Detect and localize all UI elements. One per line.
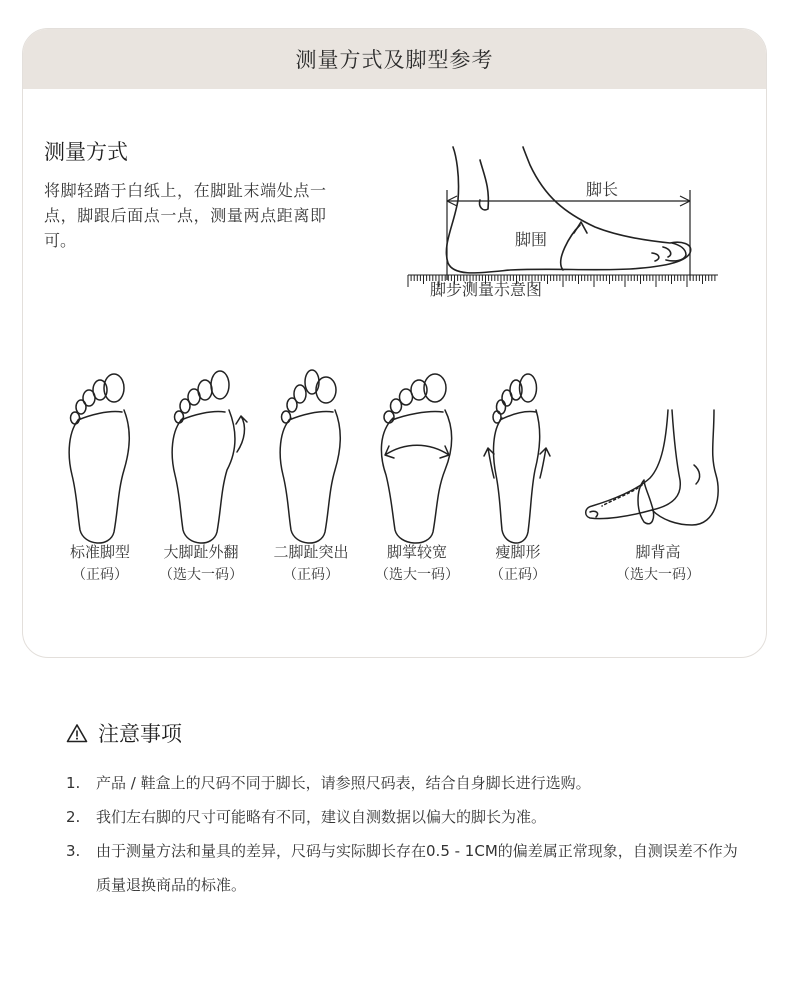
foot-type-bunion	[146, 541, 256, 587]
method-title: 测量方式	[44, 140, 128, 164]
foot-type-name: 二脚趾突出	[273, 543, 349, 561]
standard-foot-icon	[62, 360, 138, 550]
warning-icon	[66, 723, 88, 743]
foot-type-name: 脚背高	[635, 543, 681, 561]
foot-type-second-toe	[256, 541, 366, 587]
high-instep-foot-icon	[582, 360, 724, 550]
note-item	[66, 766, 746, 800]
foot-type-note: （选大一码）	[159, 567, 243, 583]
notes-title: 注意事项	[98, 722, 182, 746]
foot-type-standard	[45, 541, 155, 587]
notes-header	[66, 718, 746, 748]
foot-length-label: 脚长	[586, 180, 619, 199]
foot-type-name: 瘦脚形	[495, 543, 541, 561]
foot-type-note: （选大一码）	[616, 567, 700, 583]
card-title: 测量方式及脚型参考	[295, 48, 494, 72]
narrow-foot-icon	[480, 360, 556, 550]
note-number: 3.	[66, 842, 81, 860]
foot-measurement-diagram	[380, 115, 725, 295]
foot-girth-label: 脚围	[515, 230, 548, 249]
method-description: 将脚轻踏于白纸上，在脚趾末端处点一点，脚跟后面点一点，测量两点距离即可。	[44, 181, 326, 250]
foot-type-note: （正码）	[72, 567, 128, 583]
note-text: 我们左右脚的尺寸可能略有不同，建议自测数据以偏大的脚长为准。	[96, 808, 547, 826]
note-item	[66, 800, 746, 834]
foot-type-narrow	[463, 541, 573, 587]
second-toe-foot-icon	[273, 360, 349, 550]
notes-section	[66, 718, 746, 902]
wide-foot-icon	[377, 360, 459, 550]
note-item	[66, 834, 746, 902]
foot-type-name: 脚掌较宽	[386, 543, 447, 561]
foot-type-note: （正码）	[490, 567, 546, 583]
bunion-foot-icon	[165, 360, 255, 550]
notes-list	[66, 766, 746, 902]
foot-type-note: （选大一码）	[375, 567, 459, 583]
foot-type-high-instep	[603, 541, 713, 587]
foot-type-wide	[362, 541, 472, 587]
note-number: 1.	[66, 774, 81, 792]
note-number: 2.	[66, 808, 81, 826]
note-text: 产品 / 鞋盒上的尺码不同于脚长，请参照尺码表，结合自身脚长进行选购。	[96, 774, 591, 792]
card-header	[23, 29, 766, 89]
foot-type-name: 标准脚型	[69, 543, 130, 561]
note-text: 由于测量方法和量具的差异，尺码与实际脚长存在0.5 - 1CM的偏差属正常现象，自测误差不作为质量退换商品的标准。	[96, 842, 738, 894]
diagram-caption: 脚步测量示意图	[430, 280, 543, 299]
foot-type-name: 大脚趾外翻	[163, 543, 239, 561]
foot-type-note: （正码）	[283, 567, 339, 583]
